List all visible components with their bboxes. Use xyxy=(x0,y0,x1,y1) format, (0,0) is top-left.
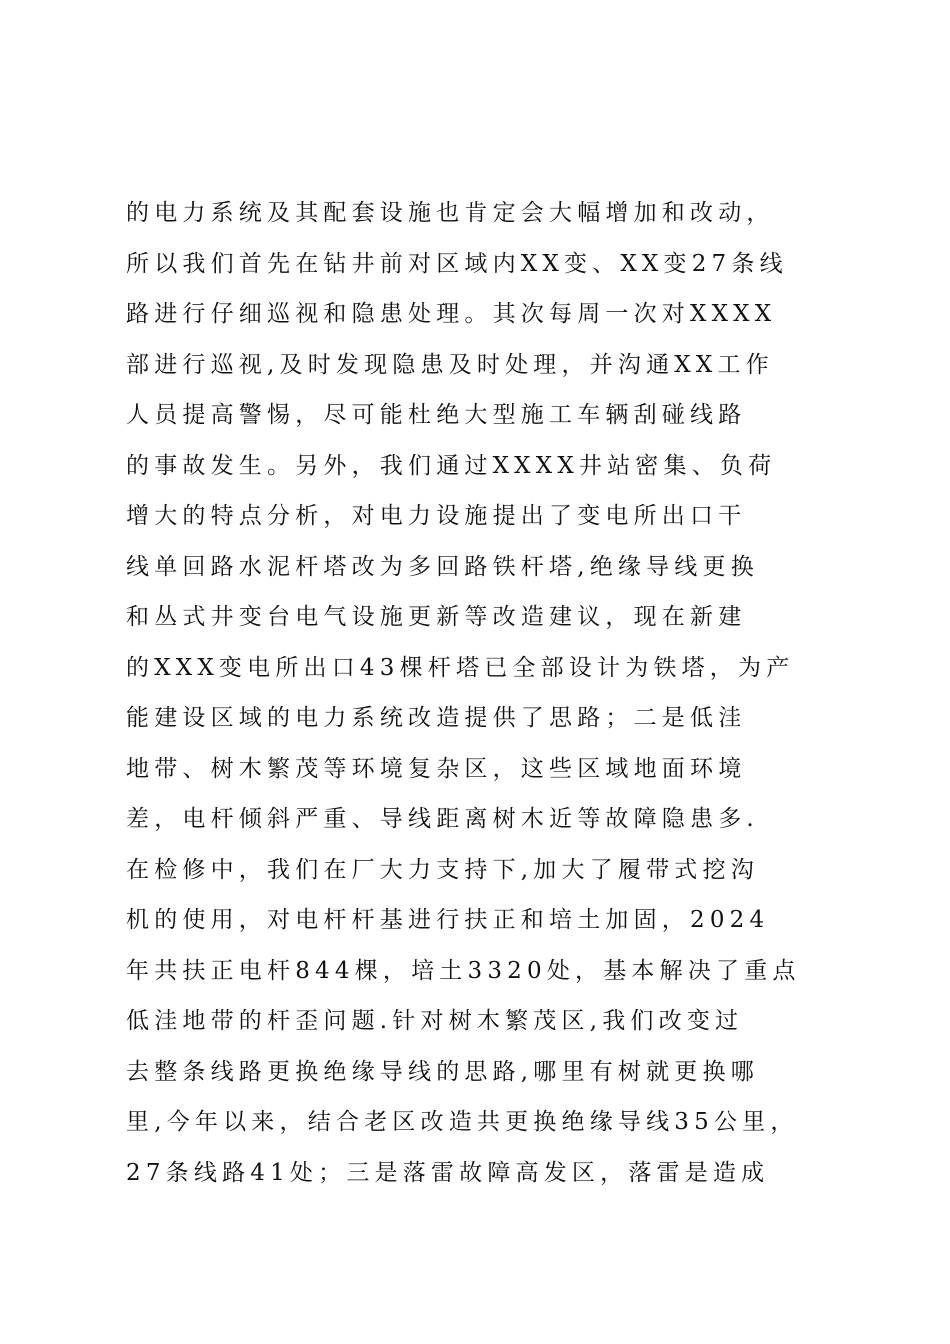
text-line: 能建设区域的电力系统改造提供了思路；二是低洼 xyxy=(126,705,747,731)
text-line: 27条线路41处；三是落雷故障高发区，落雷是造成 xyxy=(126,1159,770,1186)
text-line: 机的使用，对电杆杆基进行扶正和培土加固，2024 xyxy=(126,907,770,933)
text-line: 的事故发生。另外，我们通过XXXX井站密集、负荷 xyxy=(126,452,777,479)
text-line: 低洼地带的杆歪问题.针对树木繁茂区,我们改变过 xyxy=(126,1008,744,1034)
text-line: 里,今年以来，结合老区改造共更换绝缘导线35公里， xyxy=(126,1109,799,1135)
text-line: 所以我们首先在钻井前对区域内XX变、XX变27条线 xyxy=(126,250,788,277)
text-line: 增大的特点分析，对电力设施提出了变电所出口干 xyxy=(126,503,747,529)
text-line: 去整条线路更换绝缘导线的思路,哪里有树就更换哪 xyxy=(126,1058,759,1085)
text-line: 路进行仔细巡视和隐患处理。其次每周一次对XXXX xyxy=(126,301,777,327)
text-line: 的电力系统及其配套设施也肯定会大幅增加和改动， xyxy=(126,200,775,226)
text-line: 线单回路水泥杆塔改为多回路铁杆塔,绝缘导线更换 xyxy=(126,553,759,580)
text-line: 部进行巡视,及时发现隐患及时处理，并沟通XX工作 xyxy=(126,351,774,378)
body-paragraph xyxy=(126,188,826,1198)
text-line: 年共扶正电杆844棵，培土3320处，基本解决了重点 xyxy=(126,957,801,984)
text-line: 在检修中，我们在厂大力支持下,加大了履带式挖沟 xyxy=(126,856,759,883)
text-line: 的XXX变电所出口43棵杆塔已全部设计为铁塔，为产 xyxy=(126,654,795,681)
text-line: 差，电杆倾斜严重、导线距离树木近等故障隐患多. xyxy=(126,806,759,832)
text-line: 人员提高警惕，尽可能杜绝大型施工车辆刮碰线路 xyxy=(126,402,747,428)
text-line: 地带、树木繁茂等环境复杂区，这些区域地面环境 xyxy=(126,755,747,782)
text-line: 和丛式井变台电气设施更新等改造建议，现在新建 xyxy=(126,604,747,630)
